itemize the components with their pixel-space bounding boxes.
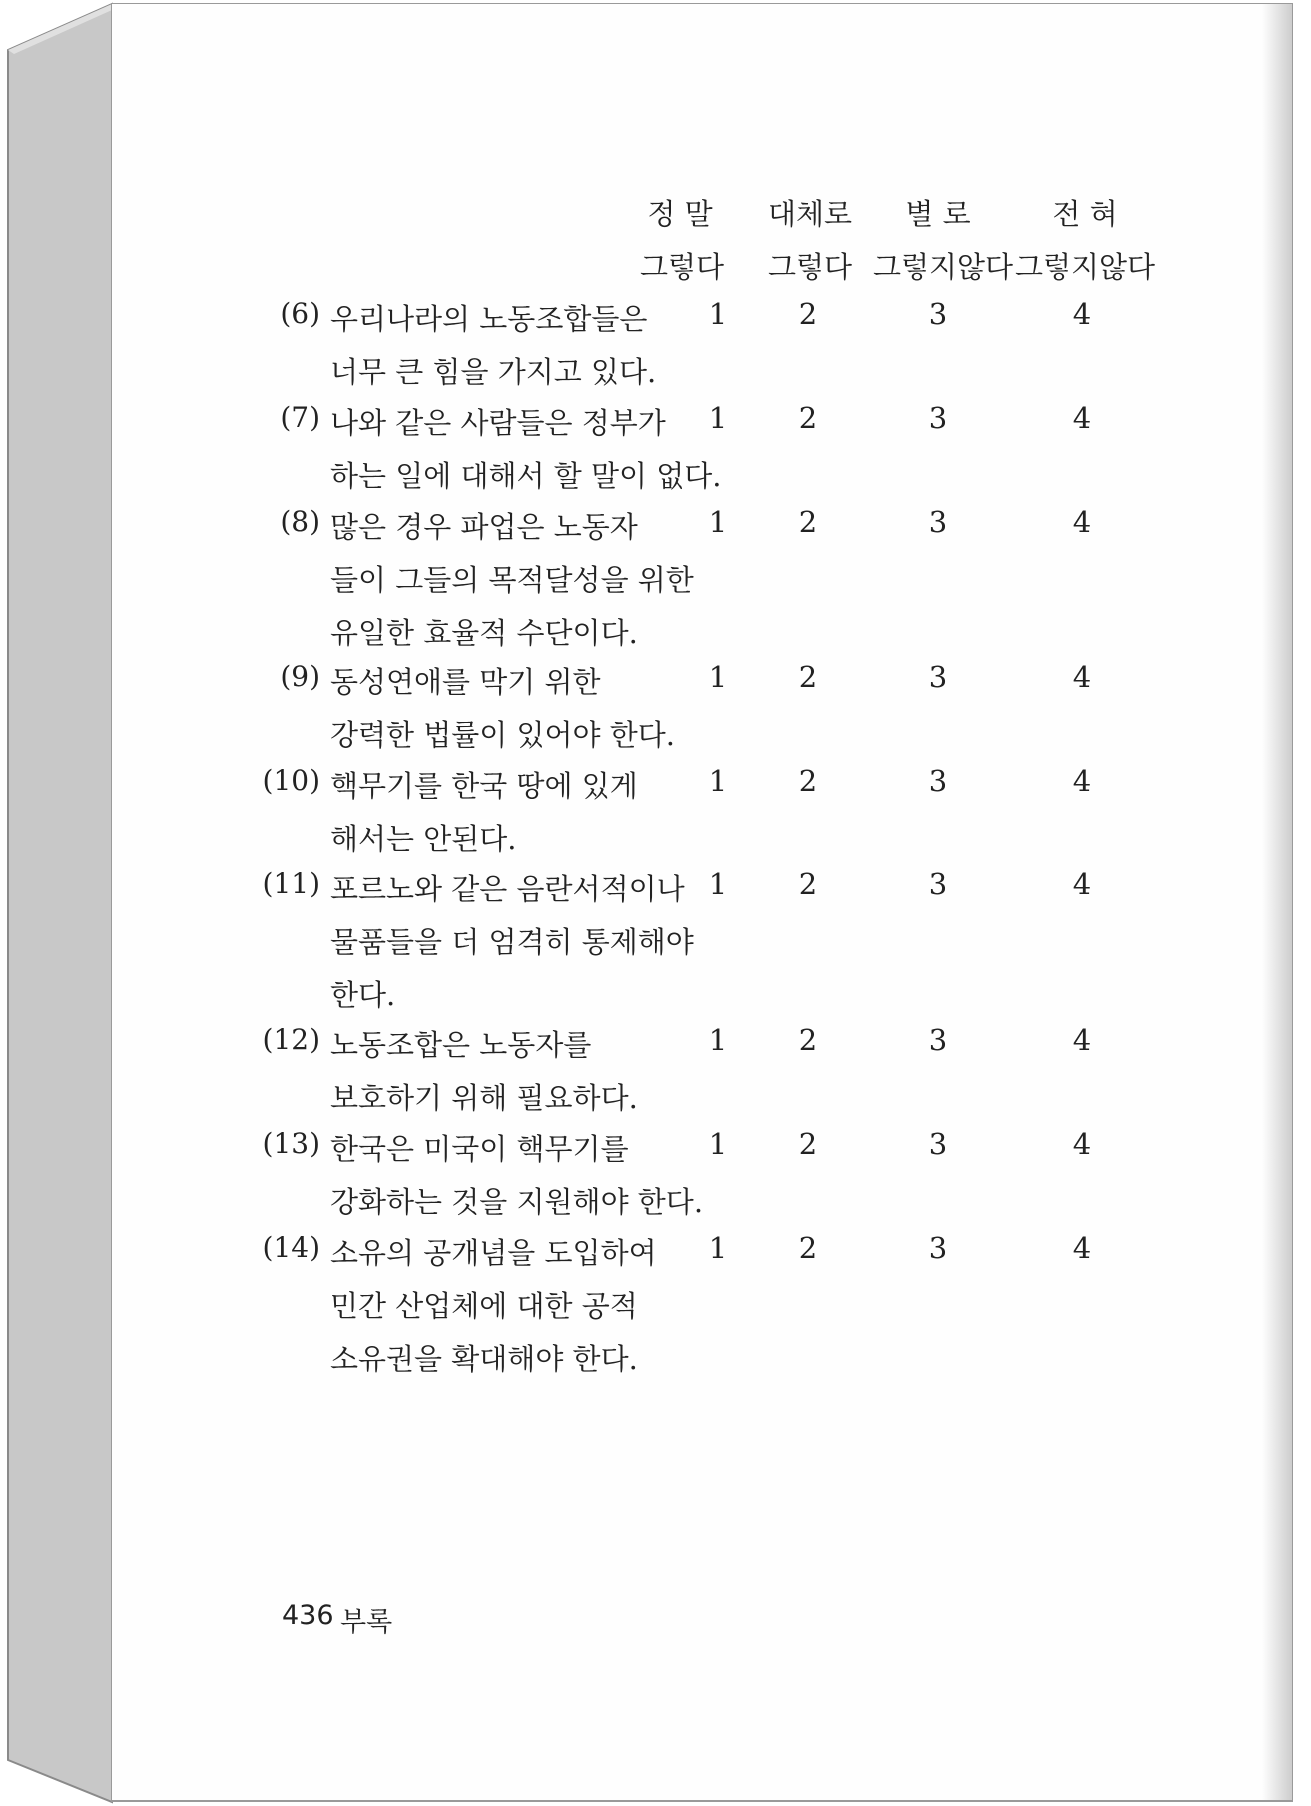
scale-value-4: 4 [1072, 297, 1092, 331]
scale-value-1: 1 [708, 1023, 728, 1057]
scale-value-3: 3 [928, 297, 948, 331]
question-text-line: 소유의 공개념을 도입하여 [330, 1236, 657, 1270]
scale-value-1: 1 [708, 297, 728, 331]
scale-value-3: 3 [928, 660, 948, 694]
question-text-line: 한국은 미국이 핵무기를 [330, 1132, 629, 1166]
question-text-line: 우리나라의 노동조합들은 [330, 302, 648, 336]
page-edge-shadow [1262, 4, 1292, 1800]
scale-value-2: 2 [798, 1231, 818, 1265]
question-number: (14) [262, 1231, 320, 1264]
scale-value-2: 2 [798, 764, 818, 798]
scale-value-2: 2 [798, 1127, 818, 1161]
scale-value-4: 4 [1072, 1127, 1092, 1161]
question-text-line: 민간 산업체에 대한 공적 [330, 1289, 638, 1323]
header-col4-line1: 전 혀 [1052, 197, 1118, 231]
question-number: (11) [262, 867, 320, 900]
question-number: (10) [262, 764, 320, 797]
header-col1-line1: 정 말 [647, 197, 713, 231]
question-number: (9) [280, 660, 320, 693]
scale-value-4: 4 [1072, 401, 1092, 435]
page-number: 436 [282, 1600, 334, 1631]
scale-value-4: 4 [1072, 867, 1092, 901]
scale-value-3: 3 [928, 1023, 948, 1057]
question-text-line: 노동조합은 노동자를 [330, 1028, 592, 1062]
question-number: (7) [280, 401, 320, 434]
question-number: (8) [280, 505, 320, 538]
question-number: (6) [280, 297, 320, 330]
question-number: (13) [262, 1127, 320, 1160]
scale-value-1: 1 [708, 1127, 728, 1161]
scale-value-3: 3 [928, 1231, 948, 1265]
scale-value-4: 4 [1072, 660, 1092, 694]
question-text-line: 핵무기를 한국 땅에 있게 [330, 769, 638, 803]
question-text-line: 너무 큰 힘을 가지고 있다. [330, 355, 657, 389]
question-text-line: 물품들을 더 엄격히 통제해야 [330, 925, 694, 959]
scale-value-1: 1 [708, 867, 728, 901]
header-col2-line2: 그렇다 [767, 250, 853, 284]
scale-value-2: 2 [798, 660, 818, 694]
scale-value-4: 4 [1072, 505, 1092, 539]
header-col3-line2: 그렇지않다 [873, 250, 1014, 284]
scale-value-4: 4 [1072, 1023, 1092, 1057]
scale-value-2: 2 [798, 297, 818, 331]
question-text-line: 해서는 안된다. [330, 822, 517, 856]
header-col4-line2: 그렇지않다 [1014, 250, 1156, 284]
scale-value-2: 2 [798, 401, 818, 435]
question-number: (12) [262, 1023, 320, 1056]
scale-value-2: 2 [798, 505, 818, 539]
scale-value-3: 3 [928, 764, 948, 798]
scale-value-3: 3 [928, 505, 948, 539]
scale-value-3: 3 [928, 867, 948, 901]
scale-value-2: 2 [798, 867, 818, 901]
scale-value-1: 1 [708, 660, 728, 694]
question-text-line: 유일한 효율적 수단이다. [330, 616, 638, 650]
scale-value-3: 3 [928, 1127, 948, 1161]
scale-value-1: 1 [708, 1231, 728, 1265]
question-text-line: 동성연애를 막기 위한 [330, 665, 601, 699]
question-text-line: 소유권을 확대해야 한다. [330, 1342, 638, 1376]
question-text-line: 나와 같은 사람들은 정부가 [330, 406, 666, 440]
scale-value-3: 3 [928, 401, 948, 435]
question-text-line: 강력한 법률이 있어야 한다. [330, 718, 676, 752]
scale-value-4: 4 [1072, 764, 1092, 798]
header-col3-line1: 별 로 [905, 197, 971, 231]
question-text-line: 하는 일에 대해서 할 말이 없다. [330, 459, 722, 493]
question-text-line: 강화하는 것을 지원해야 한다. [330, 1185, 704, 1219]
question-text-line: 포르노와 같은 음란서적이나 [330, 872, 685, 906]
scale-value-2: 2 [798, 1023, 818, 1057]
scale-value-1: 1 [708, 505, 728, 539]
scale-value-1: 1 [708, 764, 728, 798]
question-text-line: 들이 그들의 목적달성을 위한 [330, 563, 694, 597]
header-col1-line2: 그렇다 [640, 250, 725, 284]
scale-value-1: 1 [708, 401, 728, 435]
question-text-line: 한다. [330, 978, 396, 1012]
header-col2-line1: 대체로 [767, 197, 853, 231]
question-text-line: 많은 경우 파업은 노동자 [330, 510, 638, 544]
question-text-line: 보호하기 위해 필요하다. [330, 1081, 638, 1115]
section-label: 부록 [340, 1607, 393, 1638]
scale-value-4: 4 [1072, 1231, 1092, 1265]
